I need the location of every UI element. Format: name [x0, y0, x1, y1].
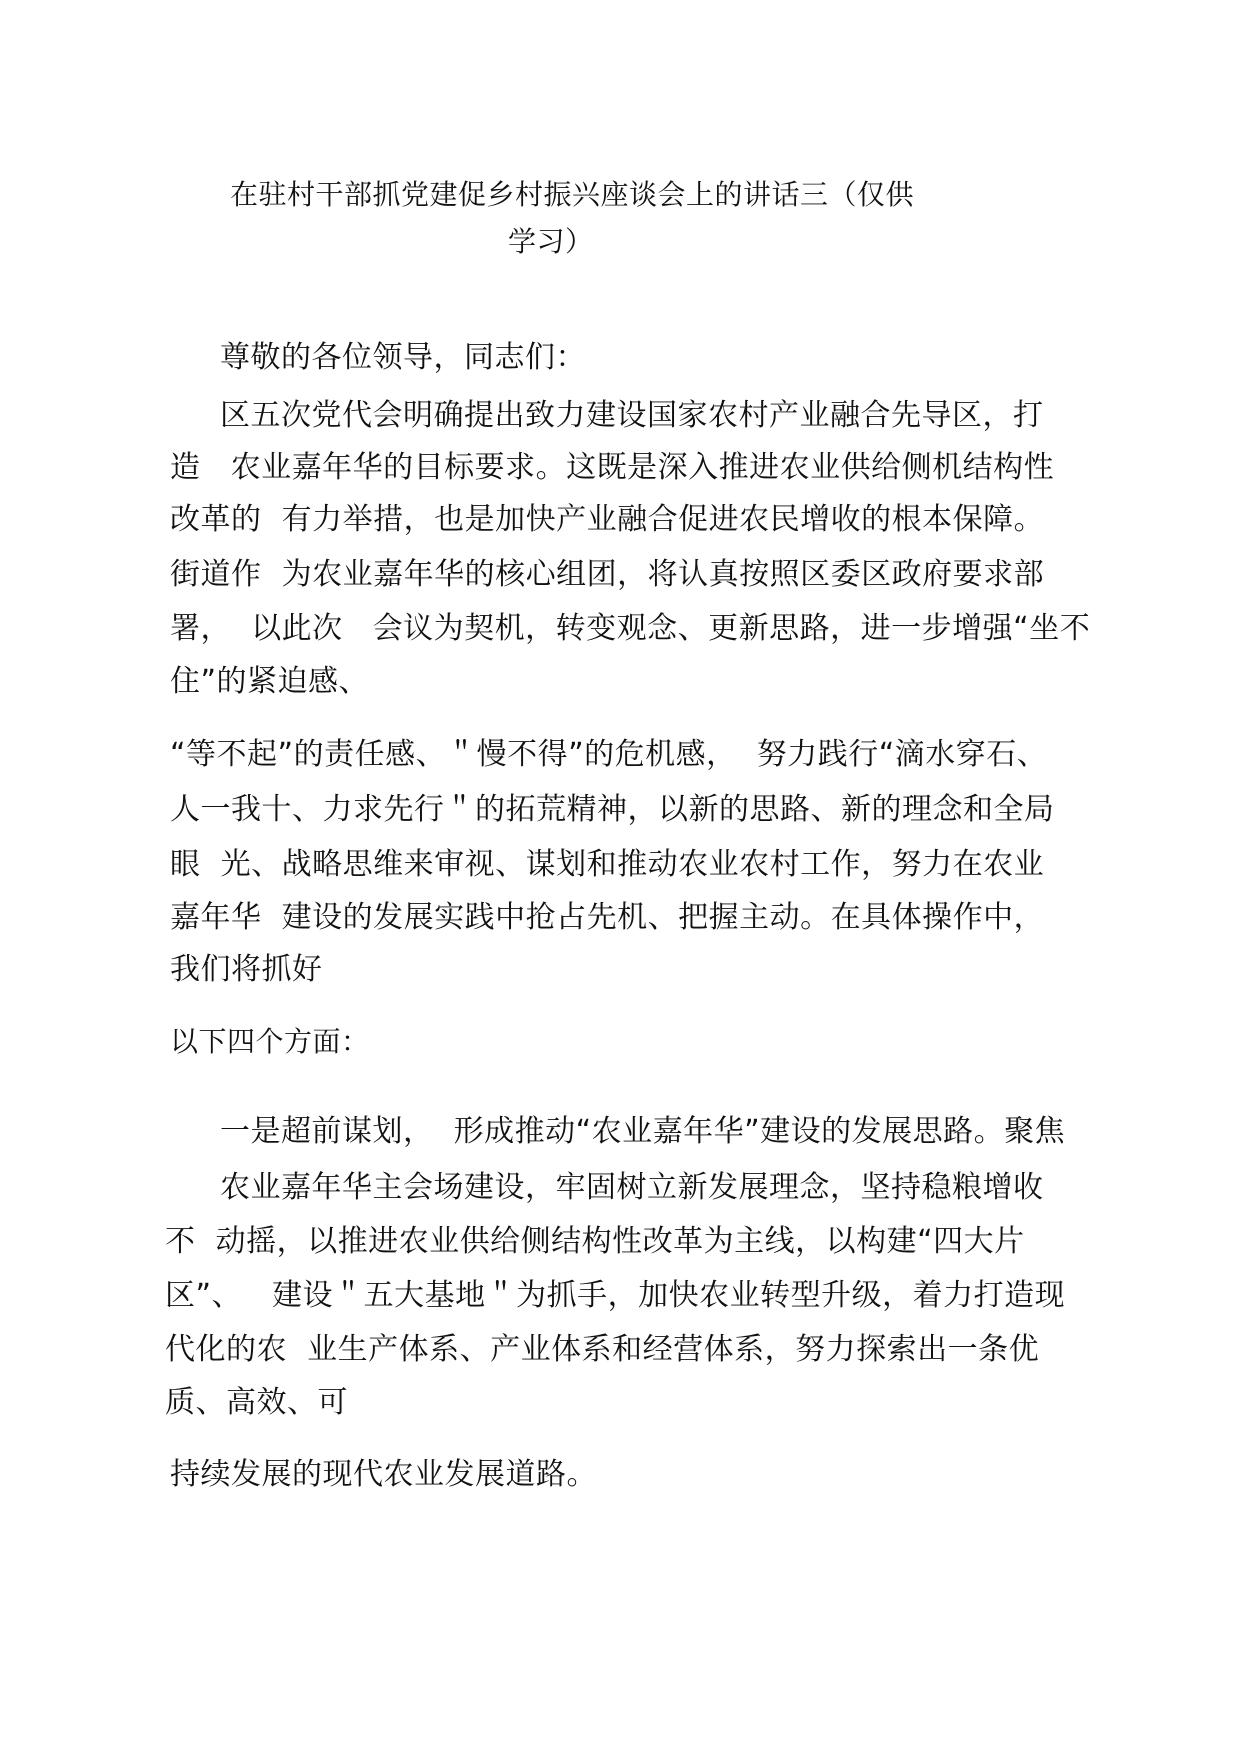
- paragraph-2-line-2: 人一我十、力求先行＂的拓荒精神，以新的思路、新的理念和全局: [170, 792, 1055, 827]
- greeting: 尊敬的各位领导，同志们：: [220, 340, 586, 375]
- paragraph-3: 以下四个方面：: [170, 1025, 370, 1058]
- paragraph-2-line-5: 我们将抓好: [170, 952, 323, 987]
- paragraph-4-line-3: 不 动摇，以推进农业供给侧结构性改革为主线，以构建“四大片: [165, 1224, 1025, 1259]
- paragraph-5: 持续发展的现代农业发展道路。: [170, 1457, 597, 1492]
- paragraph-1-line-2: 造 农业嘉年华的目标要求。这既是深入推进农业供给侧机结构性: [170, 450, 1055, 485]
- paragraph-4-line-4: 区”、 建设＂五大基地＂为抓手，加快农业转型升级，着力打造现: [165, 1278, 1066, 1313]
- paragraph-4-line-5: 代化的农 业生产体系、产业体系和经营体系，努力探索出一条优: [165, 1332, 1040, 1367]
- paragraph-2-line-4: 嘉年华 建设的发展实践中抢占先机、把握主动。在具体操作中，: [170, 900, 1045, 935]
- paragraph-4-line-2: 农业嘉年华主会场建设，牢固树立新发展理念，坚持稳粮增收: [220, 1170, 1044, 1205]
- paragraph-1-line-5: 署， 以此次 会议为契机，转变观念、更新思路，进一步增强“坐不: [170, 611, 1091, 646]
- paragraph-4-line-6: 质、高效、可: [165, 1385, 348, 1420]
- paragraph-1-line-6: 住”的紧迫感、: [170, 664, 370, 699]
- document-title-line-2: 学习）: [508, 225, 594, 258]
- paragraph-1-line-4: 街道作 为农业嘉年华的核心组团，将认真按照区委区政府要求部: [170, 557, 1045, 592]
- paragraph-1-line-1: 区五次党代会明确提出致力建设国家农村产业融合先导区，打: [220, 398, 1044, 433]
- document-title-line-1: 在驻村干部抓党建促乡村振兴座谈会上的讲话三（仅供: [230, 178, 915, 211]
- paragraph-1-line-3: 改革的 有力举措，也是加快产业融合促进农民增收的根本保障。: [170, 502, 1045, 537]
- paragraph-2-line-3: 眼 光、战略思维来审视、谋划和推动农业农村工作，努力在农业: [170, 847, 1045, 882]
- paragraph-4-line-1: 一是超前谋划， 形成推动“农业嘉年华”建设的发展思路。聚焦: [220, 1114, 1066, 1149]
- paragraph-2-line-1: “等不起”的责任感、＂慢不得”的危机感， 努力践行“滴水穿石、: [170, 737, 1048, 772]
